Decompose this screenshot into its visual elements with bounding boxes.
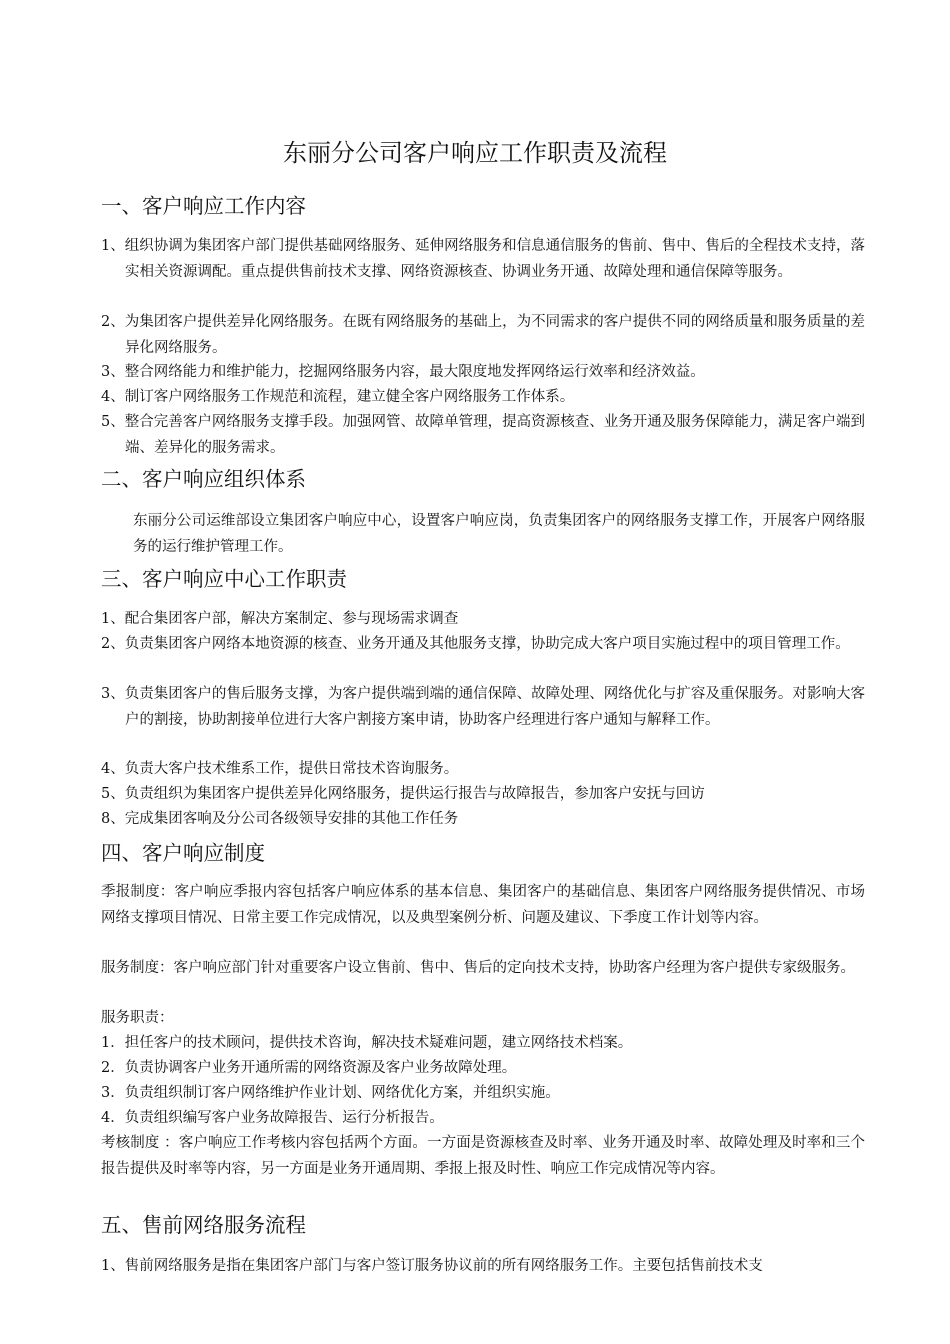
list-item: 5、负责组织为集团客户提供差异化网络服务，提供运行报告与故障报告，参加客户安抚与回访 xyxy=(101,786,705,802)
list-item: 2、为集团客户提供差异化网络服务。在既有网络服务的基础上，为不同需求的客户提供不同的网络质量和服务质量的差异化网络服务。 xyxy=(101,314,865,356)
service-policy-paragraph: 服务制度：客户响应部门针对重要客户设立售前、售中、售后的定向技术支持，协助客户经理为客户提供专家级服务。 xyxy=(101,960,855,976)
list-item: 1、售前网络服务是指在集团客户部门与客户签订服务协议前的所有网络服务工作。主要包括售前技术支 xyxy=(101,1258,763,1274)
section-heading-3: 三、客户响应中心工作职责 xyxy=(101,567,347,591)
list-item: 4、制订客户网络服务工作规范和流程，建立健全客户网络服务工作体系。 xyxy=(101,389,575,405)
list-item: 3、整合网络能力和维护能力，挖掘网络服务内容，最大限度地发挥网络运行效率和经济效益。 xyxy=(101,364,705,380)
duty-item: 2．负责协调客户业务开通所需的网络资源及客户业务故障处理。 xyxy=(101,1060,517,1076)
assessment-paragraph: 考核制度 ：客户响应工作考核内容包括两个方面。一方面是资源核查及时率、业务开通及时率、故障处理及时率和三个报告提供及时率等内容，另一方面是业务开通周期、季报上报及时性、响应工作完成情况等内容。 xyxy=(101,1135,865,1177)
service-duties-label: 服务职责： xyxy=(101,1010,174,1026)
list-item: 4、负责大客户技术维系工作，提供日常技术咨询服务。 xyxy=(101,761,459,777)
list-item: 2、负责集团客户网络本地资源的核查、业务开通及其他服务支撑，协助完成大客户项目实施过程中的项目管理工作。 xyxy=(101,636,850,652)
list-item: 1、组织协调为集团客户部门提供基础网络服务、延伸网络服务和信息通信服务的售前、售中、售后的全程技术支持，落实相关资源调配。重点提供售前技术支撑、网络资源核查、协调业务开通、故障处理和通信保障等服务。 xyxy=(101,238,865,280)
quarterly-report-paragraph: 季报制度：客户响应季报内容包括客户响应体系的基本信息、集团客户的基础信息、集团客户网络服务提供情况、市场网络支撑项目情况、日常主要工作完成情况，以及典型案例分析、问题及建议、下季度工作计划等内容。 xyxy=(101,884,865,926)
duty-item: 4．负责组织编写客户业务故障报告、运行分析报告。 xyxy=(101,1110,444,1126)
list-item: 5、整合完善客户网络服务支撑手段。加强网管、故障单管理，提高资源核查、业务开通及服务保障能力，满足客户端到端、差异化的服务需求。 xyxy=(101,414,865,456)
section-heading-2: 二、客户响应组织体系 xyxy=(101,467,306,491)
list-item: 3、负责集团客户的售后服务支撑，为客户提供端到端的通信保障、故障处理、网络优化与扩容及重保服务。对影响大客户的割接，协助割接单位进行大客户割接方案申请，协助客户经理进行客户通知与解释工作。 xyxy=(101,686,865,728)
list-item: 1、配合集团客户部，解决方案制定、参与现场需求调查 xyxy=(101,611,459,627)
paragraph xyxy=(133,509,865,560)
section-heading-5: 五、售前网络服务流程 xyxy=(101,1213,306,1237)
section-heading-1: 一、客户响应工作内容 xyxy=(101,194,306,218)
list-item: 8、完成集团客响及分公司各级领导安排的其他工作任务 xyxy=(101,811,459,827)
paragraph-text: 东丽分公司运维部设立集团客户响应中心，设置客户响应岗，负责集团客户的网络服务支撑工作，开展客户网络服务的运行维护管理工作。 xyxy=(133,513,865,555)
duty-item: 3．负责组织制订客户网络维护作业计划、网络优化方案，并组织实施。 xyxy=(101,1085,560,1101)
section-heading-4: 四、客户响应制度 xyxy=(101,841,265,865)
document-title: 东丽分公司客户响应工作职责及流程 xyxy=(283,139,667,167)
duty-item: 1．担任客户的技术顾问，提供技术咨询，解决技术疑难问题，建立网络技术档案。 xyxy=(101,1035,633,1051)
